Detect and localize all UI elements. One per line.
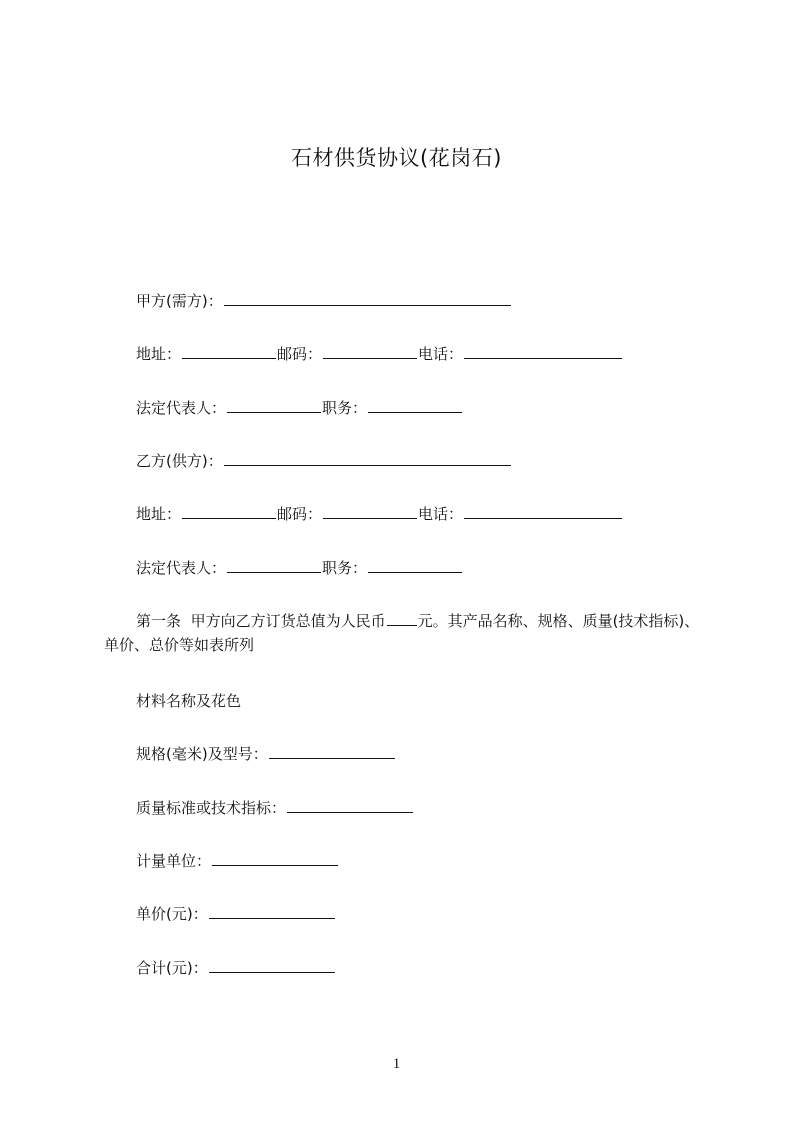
- party-b-address-field[interactable]: [182, 503, 276, 519]
- document-title: 石材供货协议(花岗石): [291, 146, 502, 170]
- spec-line: [136, 743, 396, 765]
- article-1-paragraph: [104, 609, 704, 657]
- article-1-text-after: 元。其产品名称、规格、质量(技术指标)、单价、总价等如表所列: [104, 612, 700, 654]
- party-a-address-label: 地址：: [136, 345, 182, 363]
- total-line: [136, 957, 336, 979]
- party-a-position-label: 职务：: [322, 399, 368, 417]
- page-number: 1: [392, 1056, 401, 1072]
- party-a-rep-label: 法定代表人：: [136, 399, 227, 417]
- party-b-contact-line: [136, 503, 623, 525]
- spec-field[interactable]: [269, 743, 395, 759]
- quality-field[interactable]: [287, 797, 413, 813]
- party-a-position-field[interactable]: [368, 397, 462, 413]
- party-a-contact-line: [136, 343, 623, 365]
- party-a-rep-field[interactable]: [227, 397, 321, 413]
- party-a-rep-line: [136, 397, 463, 419]
- spec-label: 规格(毫米)及型号：: [136, 745, 268, 763]
- party-a-phone-field[interactable]: [464, 343, 622, 359]
- party-b-rep-field[interactable]: [227, 557, 321, 573]
- party-b-position-label: 职务：: [322, 559, 368, 577]
- unit-line: [136, 850, 339, 872]
- quality-line: [136, 797, 414, 819]
- party-a-line: [136, 290, 512, 312]
- party-a-name-label: 甲方(需方)：: [136, 292, 223, 310]
- party-b-phone-label: 电话：: [418, 505, 464, 523]
- quality-label: 质量标准或技术指标：: [136, 799, 287, 817]
- party-b-phone-field[interactable]: [464, 503, 622, 519]
- material-name-label: 材料名称及花色: [136, 692, 242, 710]
- unit-field[interactable]: [212, 850, 338, 866]
- party-b-rep-line: [136, 557, 463, 579]
- party-b-line: [136, 450, 512, 472]
- party-b-postcode-label: 邮码：: [277, 505, 323, 523]
- party-b-rep-label: 法定代表人：: [136, 559, 227, 577]
- total-label: 合计(元)：: [136, 959, 208, 977]
- material-name-line: [136, 690, 241, 712]
- unit-price-line: [136, 903, 336, 925]
- party-a-phone-label: 电话：: [418, 345, 464, 363]
- unit-label: 计量单位：: [136, 852, 212, 870]
- total-value-field[interactable]: [387, 610, 417, 626]
- party-b-postcode-field[interactable]: [323, 503, 417, 519]
- party-b-name-label: 乙方(供方)：: [136, 452, 223, 470]
- unit-price-field[interactable]: [209, 903, 335, 919]
- party-b-address-label: 地址：: [136, 505, 182, 523]
- party-a-name-field[interactable]: [224, 290, 511, 306]
- party-b-name-field[interactable]: [224, 450, 511, 466]
- article-1-heading: 第一条: [136, 612, 182, 630]
- party-a-address-field[interactable]: [182, 343, 276, 359]
- unit-price-label: 单价(元)：: [136, 905, 208, 923]
- article-1-text-before: 甲方向乙方订货总值为人民币: [190, 612, 386, 630]
- party-b-position-field[interactable]: [368, 557, 462, 573]
- party-a-postcode-label: 邮码：: [277, 345, 323, 363]
- total-field[interactable]: [209, 957, 335, 973]
- party-a-postcode-field[interactable]: [323, 343, 417, 359]
